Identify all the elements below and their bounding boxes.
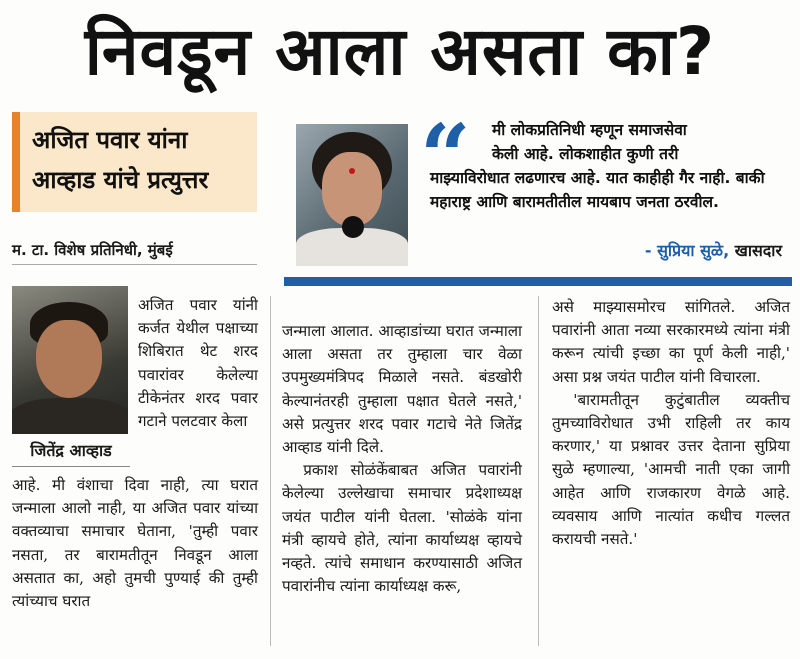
article-column-1-bottom <box>12 474 258 613</box>
attrib-dash: - <box>644 241 658 260</box>
article-column-1-top <box>138 294 258 433</box>
article-column-2 <box>282 320 522 598</box>
pull-quote <box>430 118 780 214</box>
attrib-name: सुप्रिया सुळे, <box>657 241 730 260</box>
jitendra-awhad-photo <box>12 286 128 434</box>
kicker-line-1: अजित पवार यांना <box>32 126 188 154</box>
column-rule-1 <box>270 296 271 646</box>
article-paragraph: प्रकाश सोळंकेंबाबत अजित पवारांनी केलेल्या उल्लेखाचा समाचार प्रदेशाध्यक्ष जयंत पाटील यांनी घेतला. 'सोळंके यांना मंत्री व्हायचे होते, त्यांना कार्याध्यक्ष व्हायचे नव्हते. त्यांचे समाधान करण्यासाठी अजित पवारांनीच त्यांना कार्याध्यक्ष करू, <box>282 461 522 596</box>
photo-caption: जितेंद्र आव्हाड <box>12 436 130 467</box>
article-column-3 <box>552 296 790 551</box>
pull-quote-line-1: मी लोकप्रतिनिधी म्हणून समाजसेवा <box>492 121 687 139</box>
column-rule-2 <box>538 296 539 646</box>
attrib-role: खासदार <box>729 241 782 260</box>
headline: निवडून आला असता का? <box>84 13 716 90</box>
article-paragraph: 'बारामतीतून कुटुंबातील व्यक्तीच तुमच्याविरोधात उभी राहिली तर काय करणार,' या प्रश्नावर उत्तर देताना सुप्रिया सुळे म्हणाल्या, 'आमची नाती एका जागी आहेत आणि राजकारण वेगळे आहे. व्यवसाय आणि नात्यांत कधीच गल्लत करायची नसते.' <box>552 390 790 549</box>
byline: म. टा. विशेष प्रतिनिधी, मुंबई <box>12 236 257 265</box>
kicker-line-2: आव्हाड यांचे प्रत्युत्तर <box>32 166 209 194</box>
quote-divider-bar <box>284 277 792 286</box>
supriya-sule-photo <box>296 124 408 266</box>
article-paragraph: असे माझ्यासमोरच सांगितले. अजित पवारांनी आता नव्या सरकारमध्ये त्यांना मंत्री करून त्यांची इच्छा का पूर्ण केली नाही,' असा प्रश्न जयंत पाटील यांनी विचारला. <box>552 298 790 386</box>
article-paragraph: अजित पवार यांनी कर्जत येथील पक्षाच्या शिबिरात थेट शरद पवारांवर केलेल्या टीकेनंतर शरद पवार गटाने पलटवार केला <box>138 296 258 431</box>
pull-quote-line-2: केली आहे. लोकशाहीत कुणी तरी <box>492 145 679 163</box>
article-paragraph: जन्माला आलात. आव्हाडांच्या घरात जन्माला आला असता तर तुम्हाला चार वेळा उपमुख्यमंत्रिपद मिळाले नसते. बंडखोरी केल्यानंतरही तुम्हाला पक्षात घेतले नसते,' असे प्रत्युत्तर शरद पवार गटाचे नेते जितेंद्र आव्हाड यांनी दिले. <box>282 322 522 457</box>
kicker-box <box>12 112 257 212</box>
quote-attribution <box>430 240 782 262</box>
article-paragraph: आहे. मी वंशाचा दिवा नाही, त्या घरात जन्माला आलो नाही, या अजित पवार यांच्या वक्तव्याचा समाचार घेताना, 'तुम्ही पवार नसता, तर बारामतीतून निवडून आला असतात का, अहो तुमची पुण्याई की तुम्ही त्यांच्याच घरात <box>12 476 258 611</box>
pull-quote-rest: माझ्याविरोधात लढणारच आहे. यात काहीही गैर नाही. बाकी महाराष्ट्र आणि बारामतीतील मायबाप जनता ठरवील. <box>430 169 765 211</box>
quote-mark-icon: “ <box>420 104 471 208</box>
